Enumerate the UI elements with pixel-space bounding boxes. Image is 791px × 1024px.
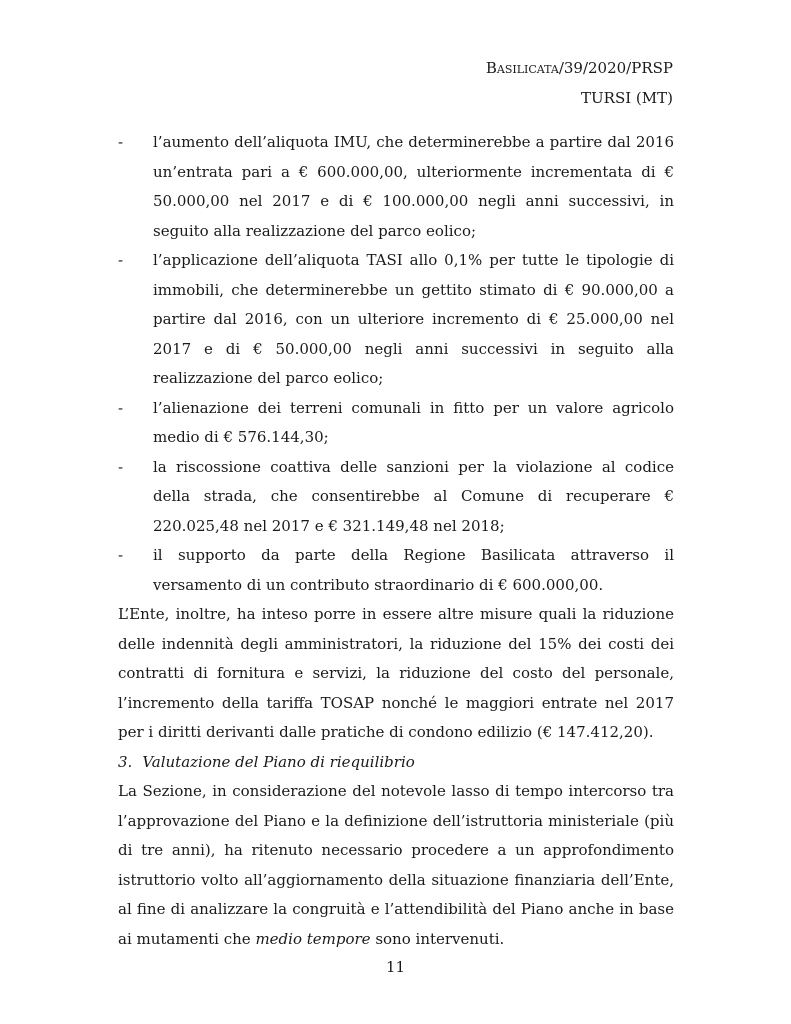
section-heading	[118, 748, 674, 778]
bullet-dash: -	[118, 133, 124, 151]
case-code: /39/2020/PRSP	[558, 59, 673, 77]
bullet-dash: -	[118, 546, 124, 564]
section-number: 3.	[118, 752, 133, 771]
page-number: 11	[385, 958, 406, 976]
list-item-text: la riscossione coattiva delle sanzioni per la violazione al codice della strada, che consentirebbe al Comune di recuperare € 220.025,48 nel 2017 e € 321.149,48 nel 2018;	[153, 457, 674, 535]
paragraph-additional-measures: L’Ente, inoltre, ha inteso porre in essere altre misure quali la riduzione delle indennità degli amministratori, la riduzione del 15% dei costi dei contratti di fornitura e servizi, la riduzione del costo del personale, l’incremento della tariffa TOSAP nonché le maggiori entrate nel 2017 per i diritti derivanti dalle pratiche di condono edilizio (€ 147.412,20).	[118, 605, 674, 741]
document-body	[118, 128, 674, 954]
bullet-dash: -	[118, 398, 124, 417]
measures-list	[118, 128, 674, 600]
list-item-text: l’aumento dell’aliquota IMU, che determinerebbe a partire dal 2016 un’entrata pari a € 600.000,00, ulteriormente incrementata di € 50.000,00 nel 2017 e di € 100.000,00 negli anni successivi, in seguito alla realizzazione del parco eolico;	[153, 133, 674, 240]
list-item	[118, 453, 674, 542]
list-item-text: il supporto da parte della Regione Basilicata attraverso il versamento di un contributo straordinario di € 600.000,00.	[153, 546, 674, 594]
bullet-dash: -	[118, 457, 124, 476]
list-item-text: l’alienazione dei terreni comunali in fitto per un valore agricolo medio di € 576.144,30;	[153, 398, 674, 446]
list-item	[118, 128, 674, 246]
paragraph-text: La Sezione, in considerazione del notevole lasso di tempo intercorso tra l’approvazione del Piano e la definizione dell’istruttoria ministeriale (più di tre anni), ha ritenuto necessario procedere a un approfondimento istruttorio volto all’aggiornamento della situazione finanziaria dell’Ente, al fine di analizzare la congruità e l’attendibilità del Piano anche in base ai mutamenti che	[118, 782, 674, 948]
case-region: Basilicata	[485, 59, 559, 77]
italic-phrase: medio tempore	[255, 929, 371, 948]
municipality-label: TURSI (MT)	[581, 89, 673, 107]
list-item	[118, 246, 674, 394]
document-header	[486, 53, 673, 113]
paragraph-evaluation	[118, 777, 674, 954]
list-item	[118, 541, 674, 600]
paragraph-text-end: sono intervenuti.	[375, 929, 505, 948]
list-item-text: l’applicazione dell’aliquota TASI allo 0,1% per tutte le tipologie di immobili, che determinerebbe un gettito stimato di € 90.000,00 a partire dal 2016, con un ulteriore incremento di € 25.000,00 nel 2017 e di € 50.000,00 negli anni successivi in seguito alla realizzazione del parco eolico;	[153, 251, 674, 387]
list-item	[118, 394, 674, 453]
section-title: Valutazione del Piano di riequilibrio	[142, 752, 415, 771]
case-reference	[486, 53, 673, 83]
bullet-dash: -	[118, 251, 124, 269]
